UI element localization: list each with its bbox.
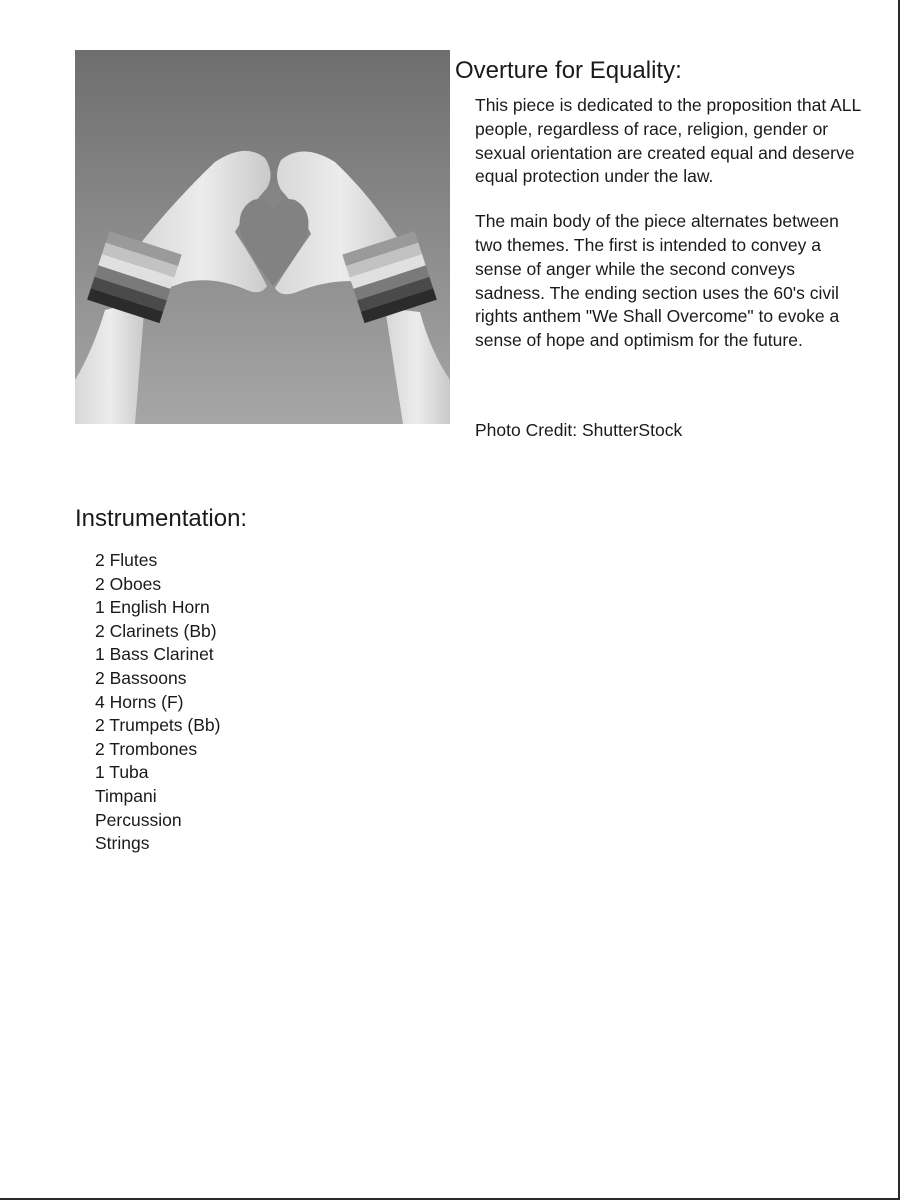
description-paragraph-2: The main body of the piece alternates between two themes. The first is intended to convey a sense of anger while the second conveys sadness. The ending section uses the 60's civil rights anthem "We Shall Overcome" to evoke a sense of hope and optimism for the future. [475, 211, 840, 351]
list-item: 1 Tuba [95, 762, 149, 783]
list-item: Strings [95, 833, 150, 854]
list-item: 2 Oboes [95, 573, 162, 594]
instrumentation-list [95, 549, 220, 856]
list-item: 1 English Horn [95, 597, 210, 618]
description-paragraph-1: This piece is dedicated to the proposition that ALL people, regardless of race, religion, gender or sexual orientation are created equal and deserve equal protection under the law. [475, 95, 861, 187]
list-item: Timpani [95, 785, 157, 806]
list-item: 2 Trombones [95, 738, 198, 759]
list-item: Percussion [95, 809, 182, 830]
description [475, 94, 865, 374]
list-item: 1 Bass Clarinet [95, 644, 214, 665]
list-item: 2 Trumpets (Bb) [95, 715, 221, 736]
page-title: Overture for Equality: [455, 57, 682, 84]
photo-credit: Photo Credit: ShutterStock [475, 420, 683, 440]
list-item: 2 Flutes [95, 550, 158, 570]
heart-hands-photo [75, 50, 450, 424]
list-item: 4 Horns (F) [95, 691, 184, 712]
list-item: 2 Clarinets (Bb) [95, 620, 217, 641]
instrumentation-heading: Instrumentation: [75, 505, 248, 532]
list-item: 2 Bassoons [95, 667, 187, 688]
heart-hands-icon [75, 50, 450, 424]
